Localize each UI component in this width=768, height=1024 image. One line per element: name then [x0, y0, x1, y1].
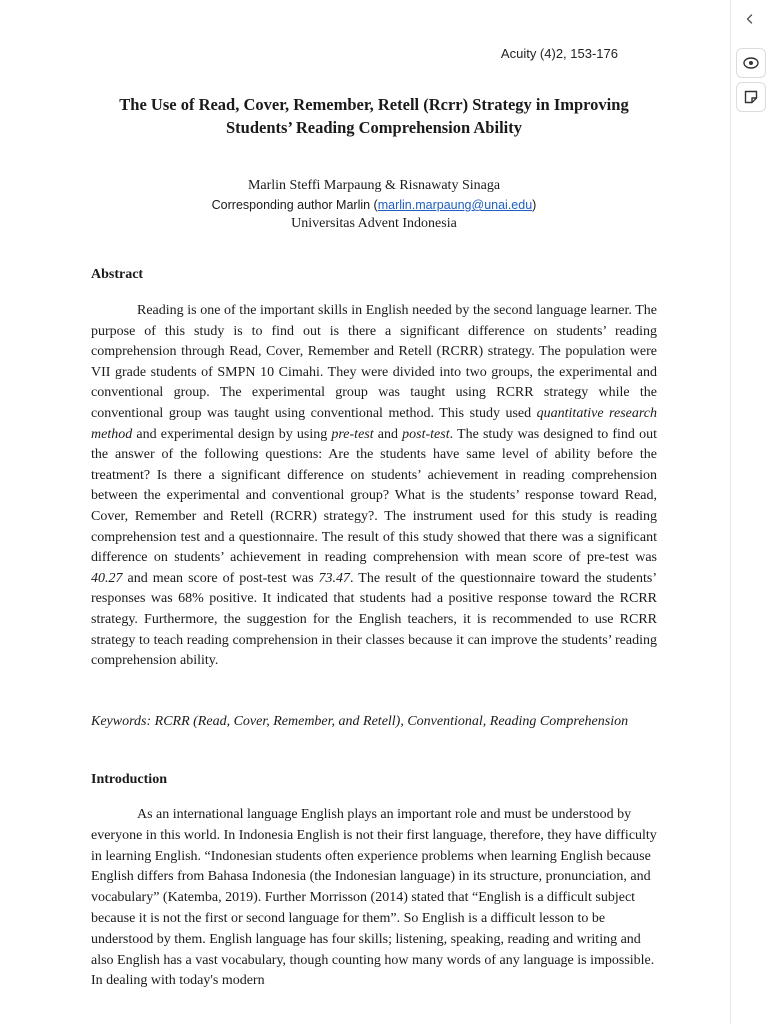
corresponding-email-link[interactable]: marlin.marpaung@unai.edu [377, 198, 533, 212]
corresponding-suffix: ) [532, 198, 537, 212]
eye-icon [742, 54, 760, 72]
authors: Marlin Steffi Marpaung & Risnawaty Sinaga [247, 178, 501, 193]
abstract-text: . The result of the questionnaire toward the students’ responses was 68% positive. It indicated that students had a positive response toward the RCRR strategy. Furthermore, the suggestion for the English teachers, it is recommended to use RCRR strategy to teach reading comprehension in their classes because it can improve the students’ reading comprehension ability. [91, 570, 657, 669]
corresponding-prefix: Corresponding author Marlin ( [211, 198, 378, 212]
abstract-text: Reading is one of the important skills in English needed by the second language learner. The purpose of this study is to find out is there a significant difference on students’ reading comprehension through Read, Cover, Remember and Retell (RCRR) strategy. The population were VII grade students of SMPN 10 Cimahi. They were divided into two groups, the experimental and conventional group. The experimental group was taught using RCRR strategy while the conventional group was taught using conventional method. This study used [91, 303, 657, 421]
abstract-text: and mean score of post-test was [122, 570, 319, 586]
note-button[interactable] [736, 82, 766, 112]
sticky-note-icon [742, 88, 760, 106]
abstract-emphasis: post-test [402, 426, 450, 442]
abstract-emphasis: quantitative research method [91, 405, 657, 442]
abstract-emphasis: pre-test [331, 426, 374, 442]
collapse-panel-button[interactable] [736, 5, 764, 33]
journal-reference: Acuity (4)2, 153-176 [500, 46, 618, 61]
paper-title: The Use of Read, Cover, Remember, Retell (Rcrr) Strategy in Improving Students’ Reading Comprehension Ability [119, 95, 629, 137]
chevron-left-icon [744, 13, 756, 25]
keywords: Keywords: RCRR (Read, Cover, Remember, and Retell), Conventional, Reading Comprehension [91, 714, 629, 729]
view-button[interactable] [736, 48, 766, 78]
abstract-heading: Abstract [91, 267, 144, 282]
corresponding-author [90, 196, 658, 214]
abstract-body [91, 301, 657, 672]
side-toolbar [730, 0, 768, 1024]
abstract-text: . The study was designed to find out the answer of the following questions: Are the students have same level of ability before the treatment? Is there a significant difference on students’ achievement in reading comprehension between the experimental and conventional group? What is the students’ response toward Read, Cover, Remember and Retell (RCRR) strategy?. The instrument used for this study is reading comprehension test and a questionnaire. The result of this study showed that there was a significant difference on students’ achievement in reading comprehension with mean score of pre-test was [91, 426, 657, 566]
affiliation: Universitas Advent Indonesia [291, 216, 457, 231]
introduction-body: As an international language English plays an important role and must be understood by everyone in this world. In Indonesia English is not their first language, therefore, they have difficulty in learning English. “Indonesian students often experience problems when learning English because English differs from Bahasa Indonesia (the Indonesian language) in its structure, pronunciation, and vocabulary” (Katemba, 2019). Further Morrisson (2014) stated that “English is a difficult subject because it is not the first or second language for them”. So English is a difficult lesson to be understood by them. English language has four skills; listening, speaking, reading and writing and also English has a vast vocabulary, though counting how many words of any language is impossible. In dealing with today's modern [91, 807, 657, 989]
abstract-emphasis: 40.27 [91, 570, 123, 586]
abstract-text: and [373, 426, 403, 442]
abstract-text: and experimental design by using [132, 426, 332, 442]
abstract-emphasis: 73.47 [318, 570, 351, 586]
introduction-heading: Introduction [91, 772, 167, 787]
